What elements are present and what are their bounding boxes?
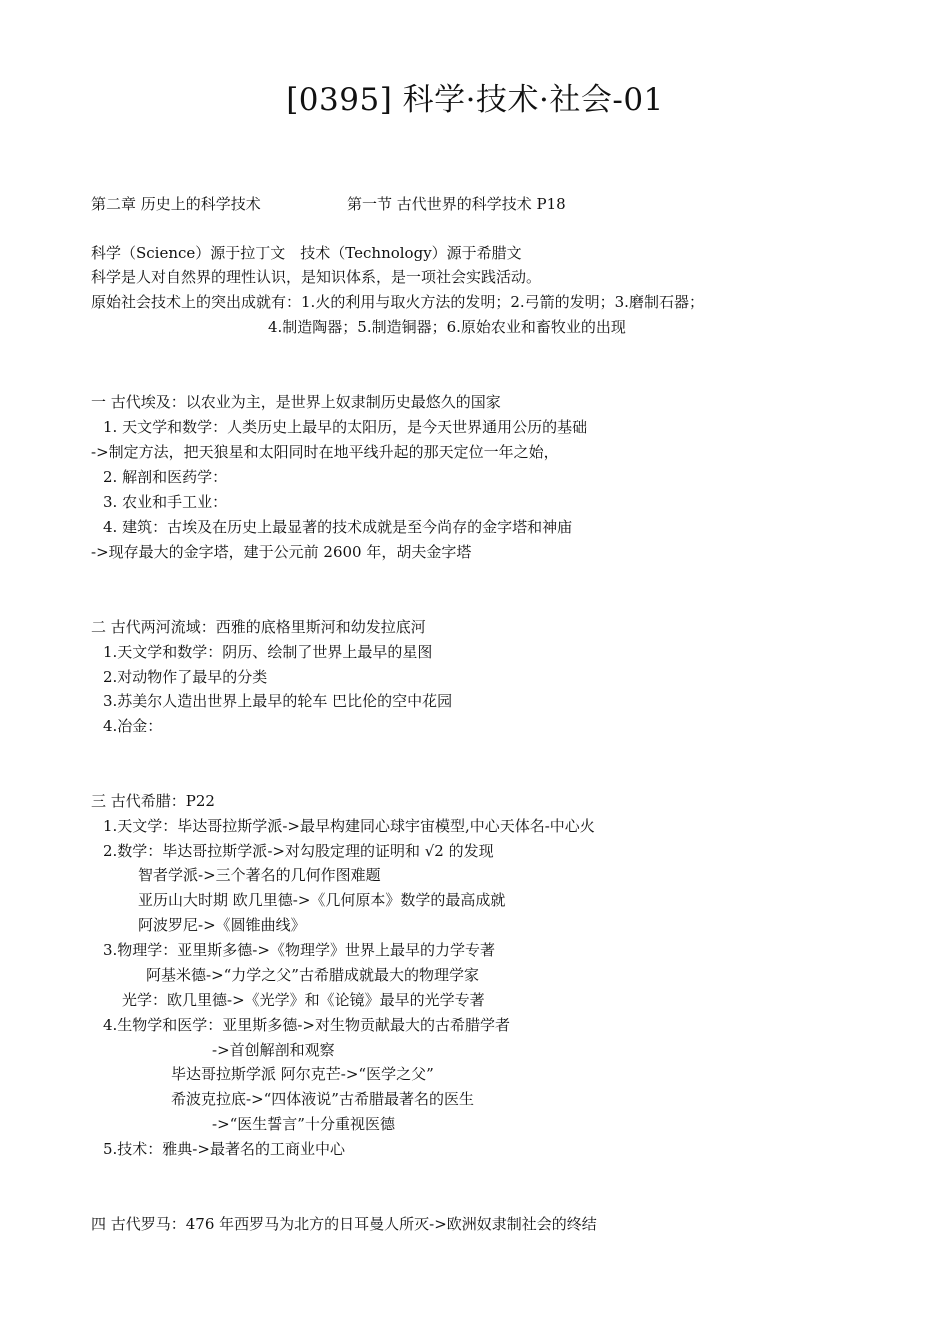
greece-line: 阿基米德->“力学之父”古希腊成就最大的物理学家	[146, 966, 479, 984]
mesopotamia-line: 1.天文学和数学：阴历、绘制了世界上最早的星图	[103, 643, 433, 661]
egypt-line: 2. 解剖和医药学：	[103, 468, 228, 486]
mesopotamia-line: 4.冶金：	[103, 717, 163, 735]
chapter-title: 第二章 历史上的科学技术	[91, 195, 261, 213]
section-heading-rome: 四 古代罗马：476 年西罗马为北方的日耳曼人所灭->欧洲奴隶制社会的终结	[91, 1215, 597, 1233]
section-heading-egypt: 一 古代埃及：以农业为主，是世界上奴隶制历史最悠久的国家	[91, 393, 501, 411]
greece-line: 希波克拉底->“四体液说”古希腊最著名的医生	[171, 1090, 474, 1108]
greece-line: 智者学派->三个著名的几何作图难题	[138, 866, 381, 884]
greece-line: 光学：欧几里德->《光学》和《论镜》最早的光学专著	[122, 991, 485, 1009]
greece-line: ->“医生誓言”十分重视医德	[212, 1115, 395, 1133]
egypt-line: ->现存最大的金字塔，建于公元前 2600 年，胡夫金字塔	[91, 543, 472, 561]
section-title: 第一节 古代世界的科学技术 P18	[347, 195, 566, 213]
greece-line: 亚历山大时期 欧几里德->《几何原本》数学的最高成就	[138, 891, 506, 909]
greece-line: 2.数学：毕达哥拉斯学派->对勾股定理的证明和 √2 的发现	[103, 842, 494, 860]
greece-line: 5.技术：雅典->最著名的工商业中心	[103, 1140, 345, 1158]
document-title: [0395] 科学·技术·社会-01	[286, 82, 664, 118]
egypt-line: 3. 农业和手工业：	[103, 493, 228, 511]
intro-line: 科学（Science）源于拉丁文 技术（Technology）源于希腊文	[91, 244, 522, 262]
greece-line: 1.天文学：毕达哥拉斯学派->最早构建同心球宇宙模型,中心天体名-中心火	[103, 817, 595, 835]
egypt-line: 4. 建筑：古埃及在历史上最显著的技术成就是至今尚存的金字塔和神庙	[103, 518, 573, 536]
greece-line: 3.物理学：亚里斯多德->《物理学》世界上最早的力学专著	[103, 941, 495, 959]
intro-line: 科学是人对自然界的理性认识，是知识体系，是一项社会实践活动。	[91, 268, 542, 286]
egypt-line: 1. 天文学和数学：人类历史上最早的太阳历，是今天世界通用公历的基础	[103, 418, 588, 436]
greece-line: 毕达哥拉斯学派 阿尔克芒->“医学之父”	[171, 1065, 434, 1083]
section-heading-greece: 三 古代希腊：P22	[91, 792, 215, 810]
greece-line: 4.生物学和医学：亚里斯多德->对生物贡献最大的古希腊学者	[103, 1016, 510, 1034]
section-heading-mesopotamia: 二 古代两河流域：西雅的底格里斯河和幼发拉底河	[91, 618, 426, 636]
greece-line: 阿波罗尼->《圆锥曲线》	[138, 916, 306, 934]
mesopotamia-line: 3.苏美尔人造出世界上最早的轮车 巴比伦的空中花园	[103, 692, 453, 710]
intro-line: 原始社会技术上的突出成就有：1.火的利用与取火方法的发明；2.弓箭的发明；3.磨制石器；	[91, 293, 704, 311]
greece-line: ->首创解剖和观察	[212, 1041, 335, 1059]
intro-line: 4.制造陶器；5.制造铜器；6.原始农业和畜牧业的出现	[268, 318, 626, 336]
egypt-line: ->制定方法，把天狼星和太阳同时在地平线升起的那天定位一年之始，	[91, 443, 559, 461]
mesopotamia-line: 2.对动物作了最早的分类	[103, 668, 268, 686]
